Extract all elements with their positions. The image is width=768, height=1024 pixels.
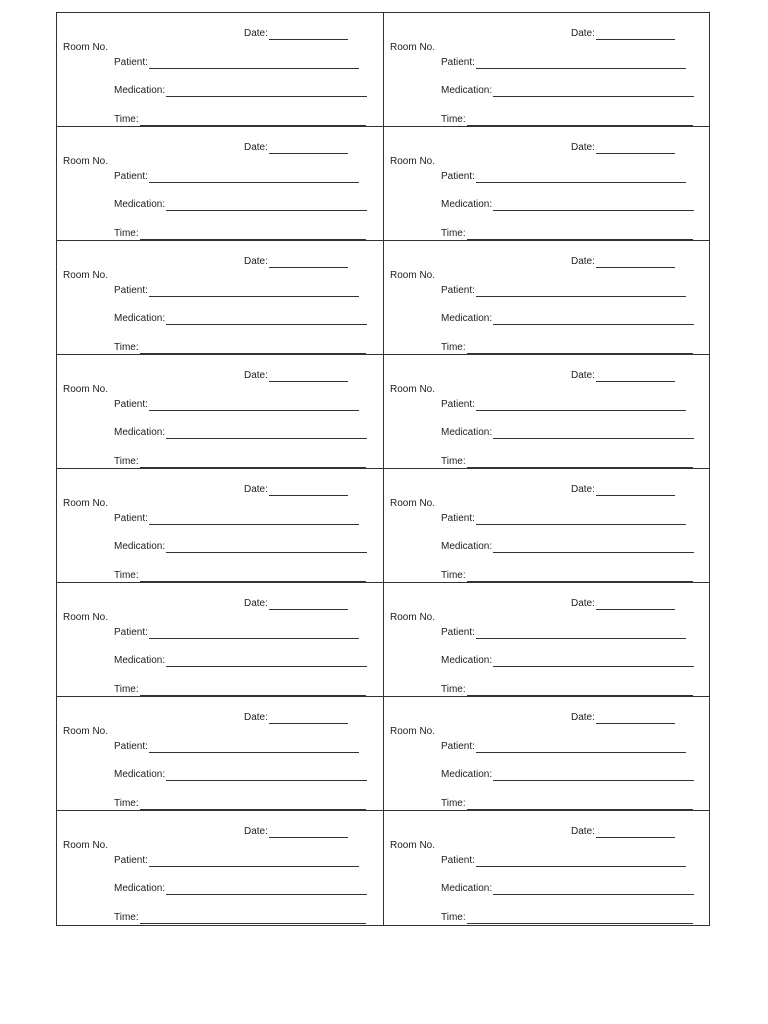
- date-field: [571, 28, 675, 40]
- date-blank-line: [596, 258, 675, 268]
- patient-label: Patient:: [441, 855, 475, 866]
- room-label: Room No.: [63, 726, 109, 737]
- medication-label: Medication:: [114, 769, 166, 780]
- patient-blank-line: [149, 401, 359, 411]
- time-field: [114, 228, 366, 240]
- room-label: Room No.: [390, 384, 436, 395]
- date-label: Date:: [571, 826, 595, 837]
- time-blank-line: [140, 914, 366, 924]
- time-blank-line: [140, 572, 366, 582]
- date-field: [571, 256, 675, 268]
- medication-blank-line: [166, 885, 367, 895]
- date-blank-line: [269, 714, 348, 724]
- patient-label: Patient:: [114, 855, 148, 866]
- medication-field: [114, 199, 367, 211]
- medication-label: Medication:: [441, 655, 493, 666]
- medication-label: Medication:: [441, 199, 493, 210]
- patient-blank-line: [476, 857, 686, 867]
- room-field: [63, 726, 108, 738]
- medication-blank-line: [493, 87, 694, 97]
- room-label: Room No.: [63, 156, 109, 167]
- time-blank-line: [467, 800, 693, 810]
- time-blank-line: [140, 686, 366, 696]
- medication-label: Medication:: [441, 769, 493, 780]
- medication-card: [57, 811, 384, 925]
- medication-field: [441, 769, 694, 781]
- time-label: Time:: [114, 114, 139, 125]
- date-label: Date:: [244, 256, 268, 267]
- date-label: Date:: [571, 598, 595, 609]
- room-field: [390, 270, 435, 282]
- time-label: Time:: [114, 342, 139, 353]
- room-field: [390, 156, 435, 168]
- medication-card: [384, 355, 710, 469]
- medication-field: [441, 85, 694, 97]
- date-label: Date:: [244, 28, 268, 39]
- date-label: Date:: [571, 256, 595, 267]
- time-field: [114, 798, 366, 810]
- time-field: [114, 456, 366, 468]
- time-field: [114, 912, 366, 924]
- room-label: Room No.: [390, 42, 436, 53]
- medication-blank-line: [166, 657, 367, 667]
- time-blank-line: [140, 800, 366, 810]
- medication-field: [441, 199, 694, 211]
- room-field: [390, 498, 435, 510]
- medication-card: [384, 811, 710, 925]
- patient-field: [114, 285, 359, 297]
- patient-field: [114, 855, 359, 867]
- medication-label: Medication:: [441, 883, 493, 894]
- time-label: Time:: [441, 912, 466, 923]
- room-label: Room No.: [390, 270, 436, 281]
- medication-card: [57, 241, 384, 355]
- patient-blank-line: [149, 173, 359, 183]
- room-label: Room No.: [63, 42, 109, 53]
- medication-field: [441, 883, 694, 895]
- room-field: [63, 840, 108, 852]
- time-field: [114, 684, 366, 696]
- date-blank-line: [269, 258, 348, 268]
- time-label: Time:: [441, 342, 466, 353]
- medication-label: Medication:: [441, 85, 493, 96]
- medication-label: Medication:: [114, 85, 166, 96]
- medication-label: Medication:: [114, 655, 166, 666]
- room-field: [63, 270, 108, 282]
- medication-blank-line: [166, 543, 367, 553]
- date-field: [244, 142, 348, 154]
- patient-blank-line: [476, 401, 686, 411]
- patient-label: Patient:: [114, 285, 148, 296]
- date-blank-line: [269, 372, 348, 382]
- medication-blank-line: [493, 315, 694, 325]
- patient-blank-line: [149, 59, 359, 69]
- room-label: Room No.: [390, 726, 436, 737]
- medication-blank-line: [166, 87, 367, 97]
- time-label: Time:: [441, 114, 466, 125]
- patient-blank-line: [149, 629, 359, 639]
- date-blank-line: [596, 372, 675, 382]
- medication-card: [384, 583, 710, 697]
- date-label: Date:: [244, 826, 268, 837]
- date-blank-line: [269, 828, 348, 838]
- date-field: [571, 370, 675, 382]
- medication-field: [441, 541, 694, 553]
- time-field: [441, 912, 693, 924]
- time-field: [114, 570, 366, 582]
- medication-card: [384, 469, 710, 583]
- time-blank-line: [140, 458, 366, 468]
- patient-field: [441, 855, 686, 867]
- date-label: Date:: [244, 712, 268, 723]
- medication-label: Medication:: [114, 199, 166, 210]
- room-label: Room No.: [390, 612, 436, 623]
- medication-card: [57, 127, 384, 241]
- time-label: Time:: [441, 570, 466, 581]
- date-field: [244, 598, 348, 610]
- time-field: [441, 228, 693, 240]
- medication-card: [57, 469, 384, 583]
- patient-blank-line: [149, 287, 359, 297]
- patient-label: Patient:: [114, 399, 148, 410]
- patient-label: Patient:: [441, 171, 475, 182]
- date-blank-line: [269, 30, 348, 40]
- time-field: [114, 114, 366, 126]
- time-blank-line: [467, 686, 693, 696]
- medication-blank-line: [166, 429, 367, 439]
- patient-field: [441, 171, 686, 183]
- date-field: [244, 484, 348, 496]
- date-field: [571, 598, 675, 610]
- room-label: Room No.: [63, 612, 109, 623]
- patient-field: [441, 57, 686, 69]
- patient-blank-line: [476, 629, 686, 639]
- medication-label: Medication:: [441, 541, 493, 552]
- patient-label: Patient:: [114, 513, 148, 524]
- date-field: [571, 712, 675, 724]
- room-field: [63, 42, 108, 54]
- time-label: Time:: [114, 684, 139, 695]
- medication-card: [384, 697, 710, 811]
- date-field: [571, 826, 675, 838]
- time-field: [441, 456, 693, 468]
- patient-field: [114, 513, 359, 525]
- date-label: Date:: [571, 484, 595, 495]
- time-blank-line: [140, 230, 366, 240]
- patient-blank-line: [149, 515, 359, 525]
- medication-blank-line: [166, 315, 367, 325]
- patient-label: Patient:: [441, 57, 475, 68]
- time-label: Time:: [441, 798, 466, 809]
- medication-field: [441, 313, 694, 325]
- date-label: Date:: [571, 370, 595, 381]
- label-grid: [57, 13, 709, 925]
- medication-card: [384, 241, 710, 355]
- medication-field: [114, 85, 367, 97]
- time-label: Time:: [114, 228, 139, 239]
- room-field: [390, 384, 435, 396]
- medication-card: [57, 697, 384, 811]
- date-label: Date:: [244, 370, 268, 381]
- time-blank-line: [140, 116, 366, 126]
- medication-label: Medication:: [114, 883, 166, 894]
- medication-label: Medication:: [114, 541, 166, 552]
- patient-field: [114, 399, 359, 411]
- time-blank-line: [140, 344, 366, 354]
- date-blank-line: [596, 486, 675, 496]
- medication-card: [384, 13, 710, 127]
- patient-field: [441, 627, 686, 639]
- date-label: Date:: [571, 28, 595, 39]
- date-label: Date:: [571, 142, 595, 153]
- time-blank-line: [467, 914, 693, 924]
- room-label: Room No.: [390, 498, 436, 509]
- date-label: Date:: [244, 142, 268, 153]
- patient-field: [114, 741, 359, 753]
- medication-field: [114, 541, 367, 553]
- medication-blank-line: [166, 201, 367, 211]
- time-label: Time:: [441, 684, 466, 695]
- date-field: [244, 712, 348, 724]
- time-field: [441, 114, 693, 126]
- time-blank-line: [467, 344, 693, 354]
- medication-field: [114, 655, 367, 667]
- room-field: [390, 612, 435, 624]
- date-blank-line: [269, 600, 348, 610]
- date-label: Date:: [571, 712, 595, 723]
- medication-label: Medication:: [441, 427, 493, 438]
- patient-blank-line: [476, 173, 686, 183]
- room-label: Room No.: [390, 156, 436, 167]
- patient-field: [114, 57, 359, 69]
- room-label: Room No.: [390, 840, 436, 851]
- date-field: [571, 142, 675, 154]
- patient-field: [441, 285, 686, 297]
- patient-label: Patient:: [441, 285, 475, 296]
- patient-label: Patient:: [114, 741, 148, 752]
- time-field: [114, 342, 366, 354]
- medication-blank-line: [493, 201, 694, 211]
- date-field: [244, 256, 348, 268]
- patient-label: Patient:: [114, 627, 148, 638]
- medication-blank-line: [493, 543, 694, 553]
- room-field: [390, 726, 435, 738]
- date-blank-line: [596, 714, 675, 724]
- date-blank-line: [596, 144, 675, 154]
- room-label: Room No.: [63, 840, 109, 851]
- medication-field: [441, 427, 694, 439]
- patient-field: [441, 741, 686, 753]
- date-field: [244, 370, 348, 382]
- medication-blank-line: [493, 657, 694, 667]
- medication-field: [114, 313, 367, 325]
- patient-field: [114, 627, 359, 639]
- room-field: [63, 498, 108, 510]
- medication-label-sheet: [56, 12, 710, 926]
- time-label: Time:: [114, 456, 139, 467]
- medication-card: [57, 583, 384, 697]
- medication-blank-line: [493, 429, 694, 439]
- time-label: Time:: [114, 570, 139, 581]
- medication-blank-line: [493, 771, 694, 781]
- room-label: Room No.: [63, 270, 109, 281]
- date-label: Date:: [244, 598, 268, 609]
- room-field: [63, 156, 108, 168]
- time-label: Time:: [114, 912, 139, 923]
- patient-label: Patient:: [441, 741, 475, 752]
- date-blank-line: [596, 600, 675, 610]
- medication-field: [441, 655, 694, 667]
- date-field: [244, 826, 348, 838]
- patient-label: Patient:: [114, 171, 148, 182]
- medication-card: [384, 127, 710, 241]
- medication-field: [114, 769, 367, 781]
- medication-field: [114, 883, 367, 895]
- time-field: [441, 570, 693, 582]
- medication-blank-line: [166, 771, 367, 781]
- medication-label: Medication:: [441, 313, 493, 324]
- date-field: [571, 484, 675, 496]
- room-label: Room No.: [63, 498, 109, 509]
- patient-label: Patient:: [441, 513, 475, 524]
- time-blank-line: [467, 116, 693, 126]
- time-label: Time:: [441, 228, 466, 239]
- room-label: Room No.: [63, 384, 109, 395]
- room-field: [63, 384, 108, 396]
- room-field: [63, 612, 108, 624]
- time-blank-line: [467, 230, 693, 240]
- room-field: [390, 840, 435, 852]
- date-label: Date:: [244, 484, 268, 495]
- medication-card: [57, 13, 384, 127]
- patient-blank-line: [476, 743, 686, 753]
- patient-field: [441, 399, 686, 411]
- medication-card: [57, 355, 384, 469]
- time-label: Time:: [441, 456, 466, 467]
- time-field: [441, 684, 693, 696]
- date-blank-line: [596, 30, 675, 40]
- patient-field: [114, 171, 359, 183]
- patient-blank-line: [476, 515, 686, 525]
- patient-blank-line: [476, 287, 686, 297]
- time-label: Time:: [114, 798, 139, 809]
- patient-blank-line: [476, 59, 686, 69]
- patient-label: Patient:: [114, 57, 148, 68]
- date-blank-line: [269, 144, 348, 154]
- patient-label: Patient:: [441, 399, 475, 410]
- time-blank-line: [467, 458, 693, 468]
- date-blank-line: [269, 486, 348, 496]
- medication-blank-line: [493, 885, 694, 895]
- time-field: [441, 342, 693, 354]
- medication-label: Medication:: [114, 427, 166, 438]
- time-blank-line: [467, 572, 693, 582]
- date-field: [244, 28, 348, 40]
- patient-blank-line: [149, 857, 359, 867]
- time-field: [441, 798, 693, 810]
- medication-field: [114, 427, 367, 439]
- medication-label: Medication:: [114, 313, 166, 324]
- room-field: [390, 42, 435, 54]
- patient-label: Patient:: [441, 627, 475, 638]
- patient-blank-line: [149, 743, 359, 753]
- patient-field: [441, 513, 686, 525]
- date-blank-line: [596, 828, 675, 838]
